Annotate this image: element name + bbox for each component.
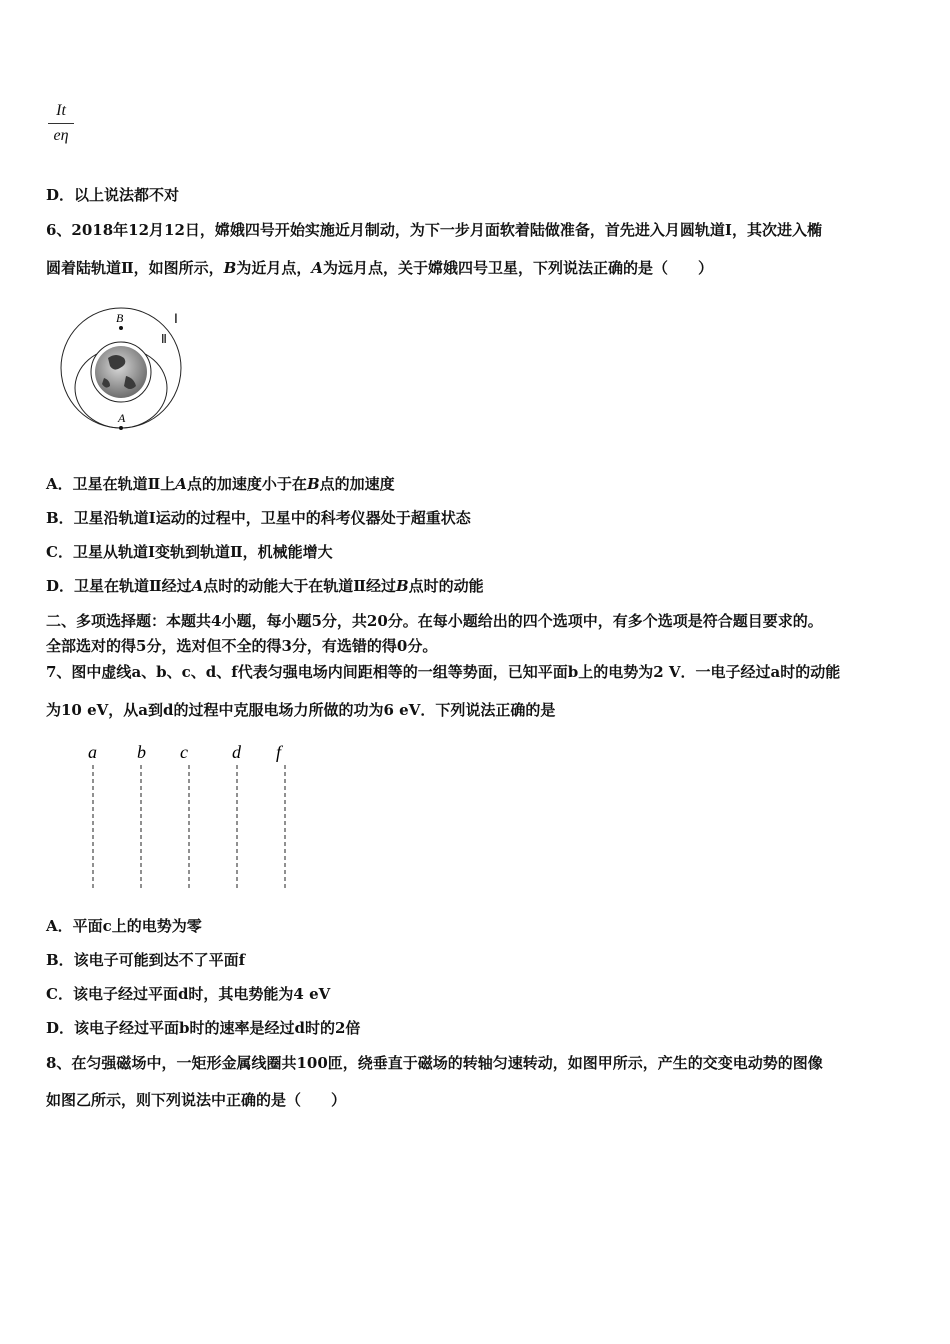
equipotential-figure	[80, 738, 300, 893]
q6-point-a: A	[311, 259, 323, 277]
q6-stem-line2	[46, 258, 713, 278]
q6-option-b: B．卫星沿轨道Ⅰ运动的过程中，卫星中的科考仪器处于超重状态	[46, 509, 471, 527]
q7-option-a: A．平面c上的电势为零	[46, 917, 202, 935]
q8-stem-line1: 8、在匀强磁场中，一矩形金属线圈共100匝，绕垂直于磁场的转轴匀速转动，如图甲所示，产生的交变电动势的图像	[46, 1054, 823, 1072]
q7-stem-line2: 为10 eV，从a到d的过程中克服电场力所做的功为6 eV．下列说法正确的是	[46, 701, 556, 719]
q7-option-c: C．该电子经过平面d时，其电势能为4 eV	[46, 985, 331, 1003]
q6-option-d	[46, 576, 484, 596]
label-a: A	[118, 411, 126, 425]
q8-stem-line2: 如图乙所示，则下列说法中正确的是（ ）	[46, 1091, 347, 1109]
q6-option-d-p1: A	[191, 577, 204, 595]
q5-option-d: D．以上说法都不对	[46, 186, 180, 204]
fraction-numerator: It	[56, 102, 66, 119]
q6-stem-line1: 6、2018年12月12日，嫦娥四号开始实施近月制动，为下一步月面软着陆做准备，首先进入月圆轨道Ⅰ，其次进入椭	[46, 221, 822, 239]
label-plane-d: d	[232, 742, 241, 762]
label-plane-f: f	[276, 742, 282, 762]
q6-option-d-post: 点时的动能	[408, 577, 484, 595]
point-a-dot	[119, 426, 123, 430]
moon-icon	[95, 346, 147, 398]
section2-line1: 二、多项选择题：本题共4小题，每小题5分，共20分。在每小题给出的四个选项中，有多个选项是符合题目要求的。	[46, 612, 823, 630]
q6-option-a-p1: A	[175, 475, 187, 493]
q6-option-d-pre: D．卫星在轨道Ⅱ经过	[46, 577, 192, 595]
q6-stem-mid: 为近月点，	[236, 259, 312, 277]
q6-stem-post: 为远月点，关于嫦娥四号卫星，下列说法正确的是（ ）	[323, 259, 714, 277]
q6-stem-pre: 圆着陆轨道Ⅱ，如图所示，	[46, 259, 224, 277]
q6-option-a	[46, 474, 395, 494]
q6-point-b: B	[223, 259, 237, 277]
fraction-it-over-e-eta	[48, 100, 74, 147]
fraction-bar	[48, 123, 74, 124]
q6-option-d-mid: 点时的动能大于在轨道Ⅱ经过	[203, 577, 396, 595]
label-orbit-1: Ⅰ	[174, 311, 178, 326]
q6-option-a-pre: A．卫星在轨道Ⅱ上	[46, 475, 176, 493]
q7-option-b: B．该电子可能到达不了平面f	[46, 951, 246, 969]
point-b-dot	[119, 326, 123, 330]
moon-orbit-figure	[56, 300, 206, 440]
label-plane-b: b	[137, 742, 146, 762]
fraction-denominator: eη	[53, 127, 69, 144]
q7-stem-line1: 7、图中虚线a、b、c、d、f代表匀强电场内间距相等的一组等势面，已知平面b上的电势为2 V．一电子经过a时的动能	[46, 663, 841, 681]
label-plane-c: c	[180, 742, 188, 762]
q6-option-a-post: 点的加速度	[319, 475, 395, 493]
q7-option-d: D．该电子经过平面b时的速率是经过d时的2倍	[46, 1019, 361, 1037]
q6-option-a-mid: 点的加速度小于在	[186, 475, 307, 493]
section2-line2: 全部选对的得5分，选对但不全的得3分，有选错的得0分。	[46, 637, 438, 655]
q6-option-a-p2: B	[306, 475, 320, 493]
label-b: B	[116, 311, 124, 325]
q6-option-d-p2: B	[395, 577, 409, 595]
q6-option-c: C．卫星从轨道Ⅰ变轨到轨道Ⅱ，机械能增大	[46, 543, 333, 561]
label-orbit-2: Ⅱ	[161, 332, 167, 346]
label-plane-a: a	[88, 742, 97, 762]
